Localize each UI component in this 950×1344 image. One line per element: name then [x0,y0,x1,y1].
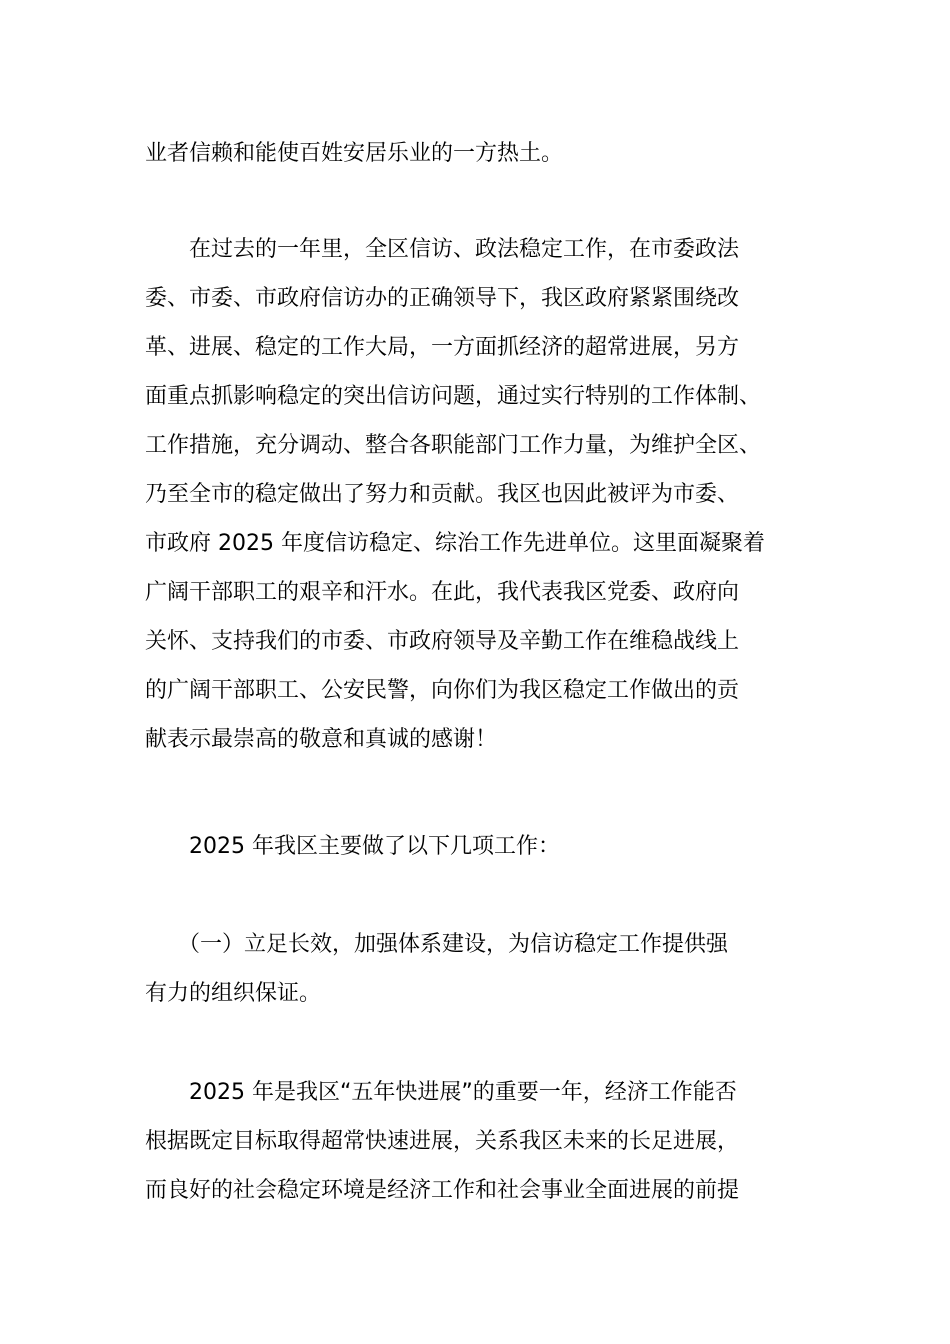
text-line: 革、进展、稳定的工作大局，一方面抓经济的超常进展，另方 [145,335,740,360]
text-line: 业者信赖和能使百姓安居乐业的一方热土。 [145,141,564,166]
section-heading-1 [145,920,815,1018]
paragraph-continuation [145,129,815,178]
text-line: 在过去的一年里，全区信访、政法稳定工作，在市委政法 [145,237,740,262]
text-line: 面重点抓影响稳定的突出信访问题，通过实行特别的工作体制、 [145,384,762,409]
paragraph-past-year-work [145,225,815,764]
paragraph-work-summary-intro [145,822,815,871]
text-line: 委、市委、市政府信访办的正确领导下，我区政府紧紧围绕改 [145,286,740,311]
text-line: 根据既定目标取得超常快速进展，关系我区未来的长足进展， [145,1129,740,1154]
text-line: 工作措施，充分调动、整合各职能部门工作力量，为维护全区、 [145,433,762,458]
text-line: 有力的组织保证。 [145,981,322,1006]
text-line: 市政府 2025 年度信访稳定、综治工作先进单位。这里面凝聚着 [145,531,765,556]
text-line: 2025 年是我区“五年快进展”的重要一年，经济工作能否 [145,1080,737,1105]
text-line: （一）立足长效，加强体系建设，为信访稳定工作提供强 [145,932,729,957]
text-line: 献表示最崇高的敬意和真诚的感谢！ [145,727,498,752]
text-line: 广阔干部职工的艰辛和汗水。在此，我代表我区党委、政府向 [145,580,740,605]
text-line: 的广阔干部职工、公安民警，向你们为我区稳定工作做出的贡 [145,678,740,703]
text-line: 2025 年我区主要做了以下几项工作： [145,834,560,859]
text-line: 关怀、支持我们的市委、市政府领导及辛勤工作在维稳战线上 [145,629,740,654]
text-line: 乃至全市的稳定做出了努力和贡献。我区也因此被评为市委、 [145,482,740,507]
paragraph-five-year-development [145,1068,815,1215]
text-line: 而良好的社会稳定环境是经济工作和社会事业全面进展的前提 [145,1178,740,1203]
